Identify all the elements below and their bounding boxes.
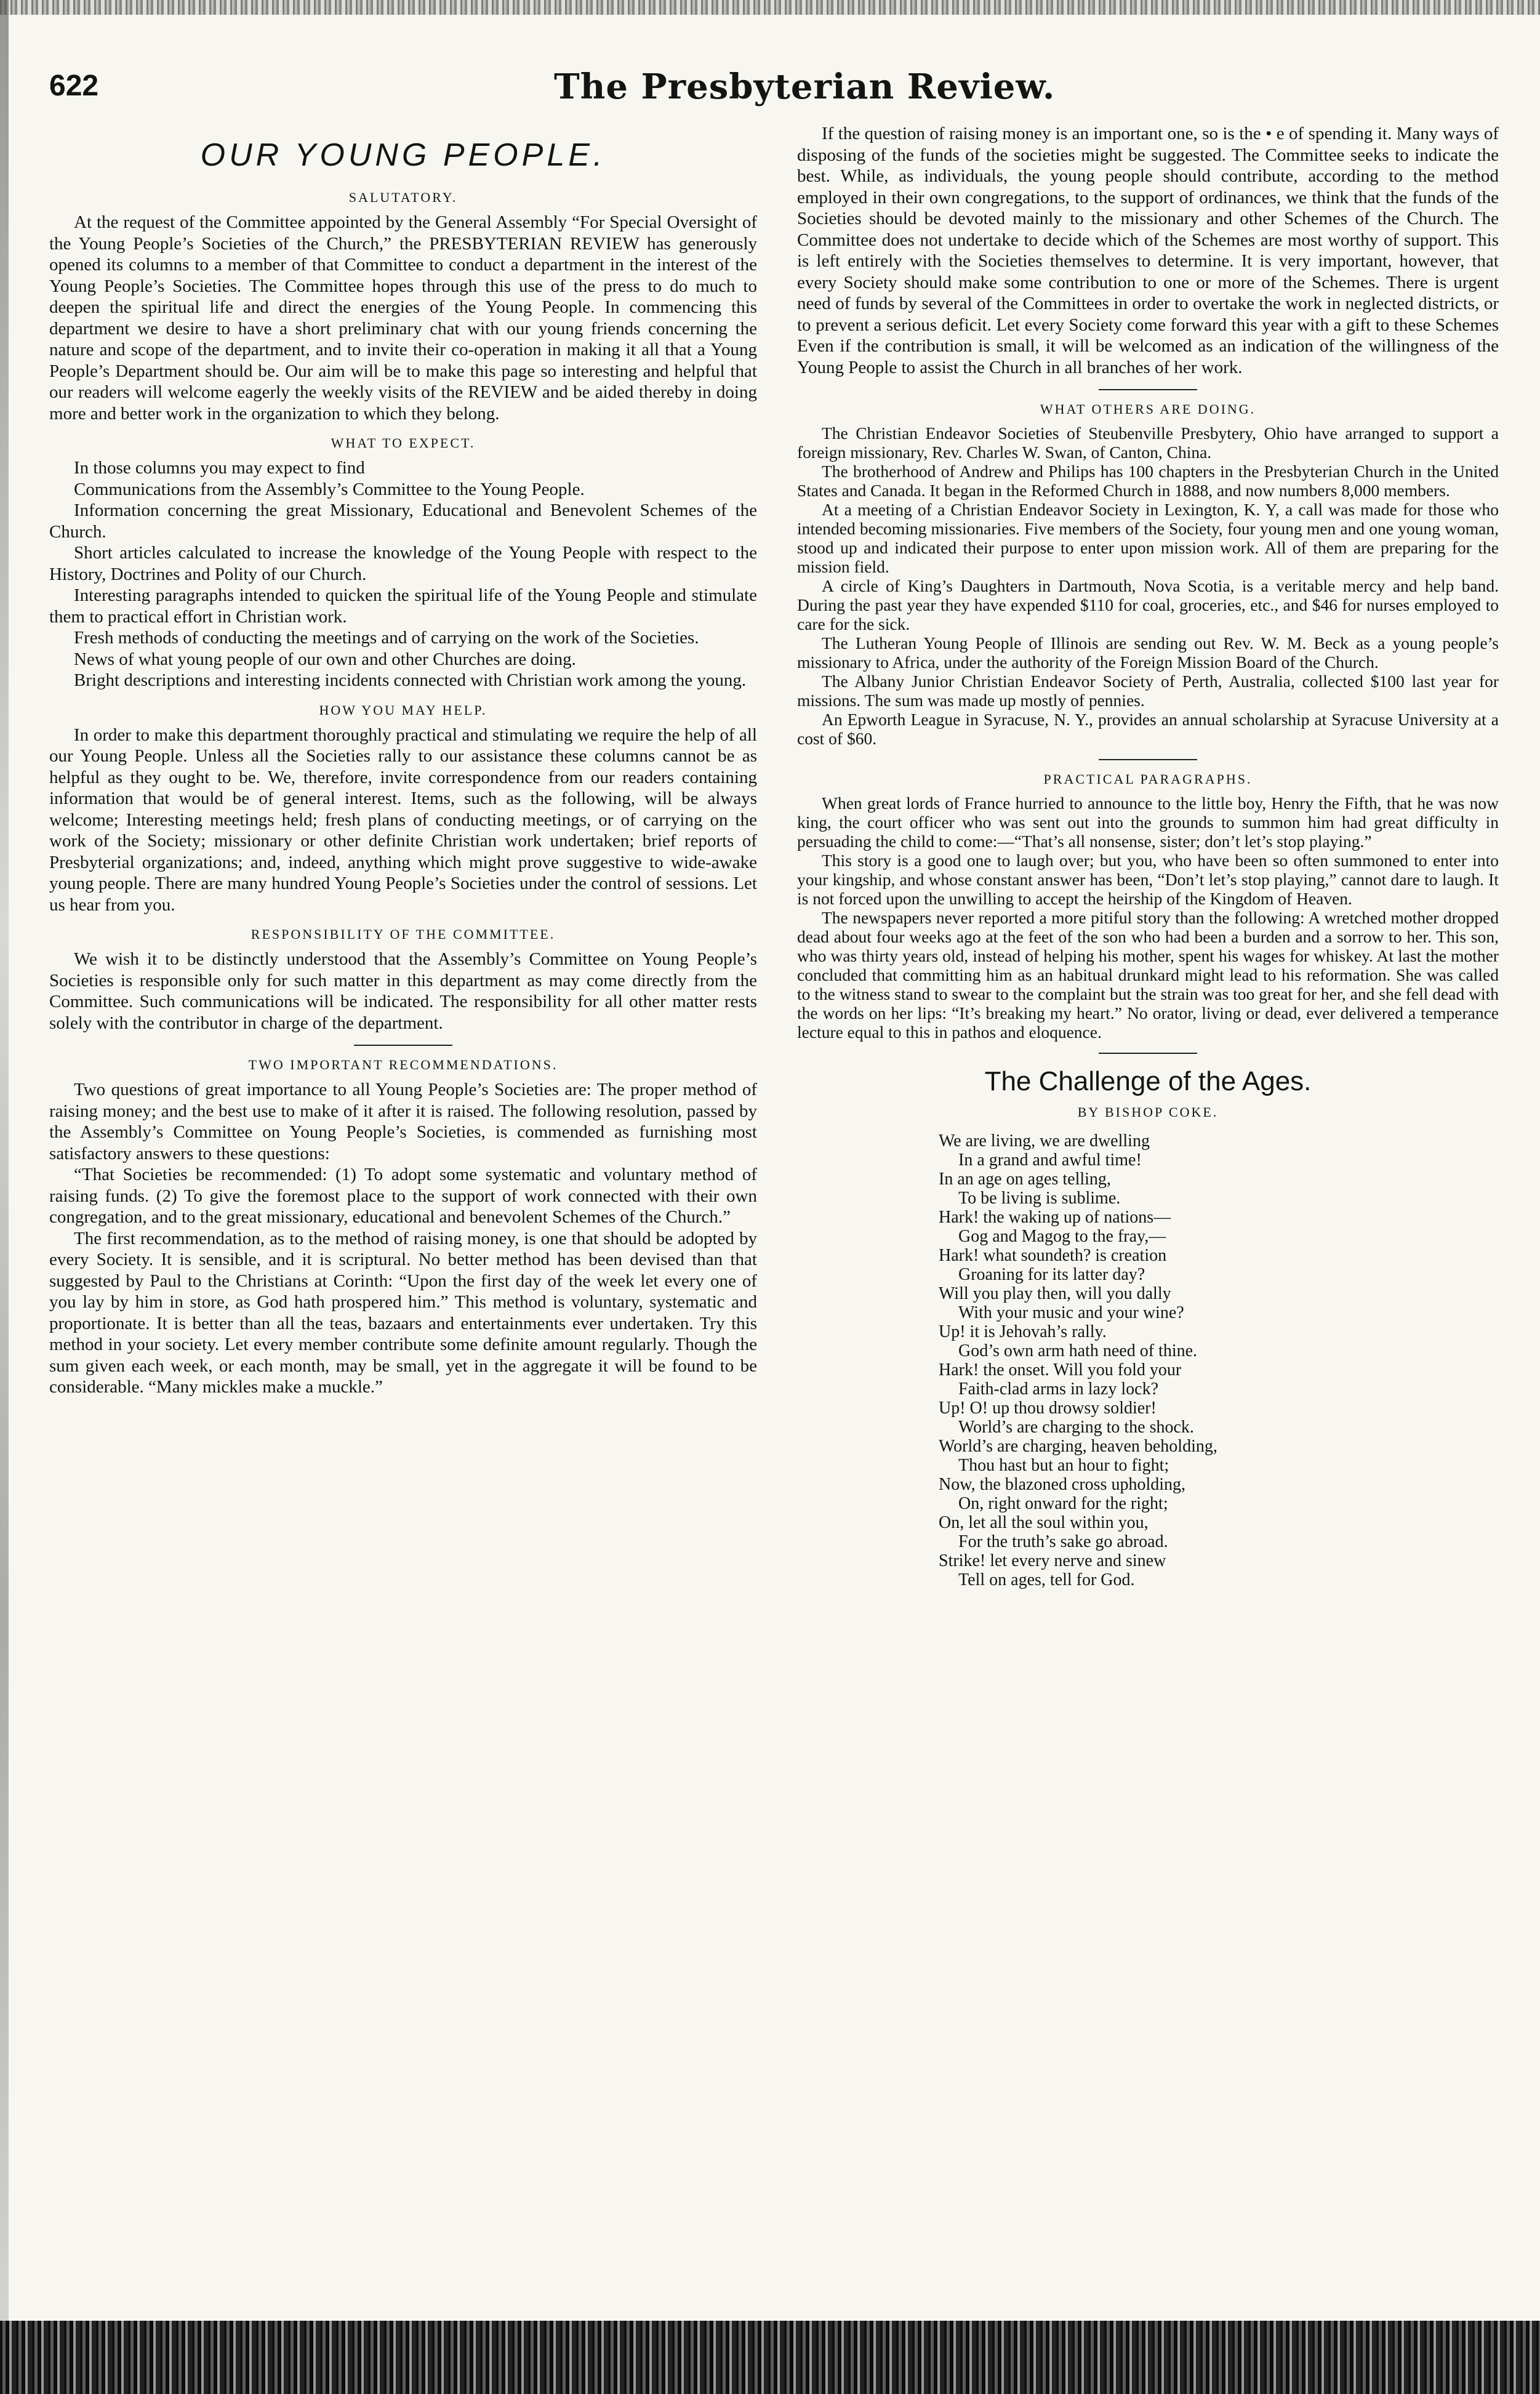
- paragraph: At a meeting of a Christian Endeavor Society in Lexington, K. Y, a call was made for those who intended becoming missionaries. Five members of the Society, four young men and one young woman, stood up and indicated their purpose to enter upon mission work. All of them are preparing for the mission field.: [797, 500, 1499, 576]
- section-body-what-others-are-doing: [797, 424, 1499, 748]
- paragraph: In order to make this department thoroughly practical and stimulating we require the help of all our Young People. Unless all the Societies rally to our assistance these columns cannot be as helpful as they ought to be. We, therefore, invite correspondence from our readers containing information that would be of general interest. Items, such as the following, will be always welcome; Interesting meetings held; fresh plans of conducting meetings, or of carrying on the work of the Society; missionary or other definite Christian work undertaken; brief reports of Presbyterial organizations; and, indeed, anything which might prove suggestive to wide-awake young people. There are many hundred Young People’s Societies under the control of sessions. Let us hear from you.: [49, 725, 757, 915]
- left-column: [49, 123, 757, 1398]
- paragraph: When great lords of France hurried to announce to the little boy, Henry the Fifth, that he was now king, the court officer who was sent out into the grounds to summon him had great difficulty in persuading the child to come:—“That’s all nonsense, sister; don’t let’s stop playing.”: [797, 793, 1499, 851]
- poem-line: On, right onward for the right;: [958, 1494, 1168, 1513]
- paragraph: The Lutheran Young People of Illinois are sending out Rev. W. M. Beck as a young people’s missionary to Africa, under the authority of the Foreign Mission Board of the Church.: [797, 633, 1499, 672]
- scan-edge-top: [0, 0, 1540, 15]
- poem: [939, 1131, 1499, 1589]
- poem-line: Up! it is Jehovah’s rally.: [939, 1322, 1107, 1341]
- paragraph: The first recommendation, as to the method of raising money, is one that should be adopted by every Society. It is sensible, and it is scriptural. No better method has been devised than that suggested by Paul to the Christians at Corinth: “Upon the first day of the week let every one of you lay by him in store, as God hath prospered him.” This method is voluntary, systematic and proportionate. It is better than all the teas, bazaars and entertainments ever undertaken. Try this method in your society. Let every member contribute some definite amount regularly. Though the sum given each week, or each month, may be small, yet in the aggregate it will be found to be considerable. “Many mickles make a muckle.”: [49, 1228, 757, 1397]
- section-heading-recommendations: TWO IMPORTANT RECOMMENDATIONS.: [248, 1057, 558, 1072]
- poem-line: Hark! the onset. Will you fold your: [939, 1360, 1182, 1380]
- paragraph: This story is a good one to laugh over; but you, who have been so often summoned to enter into your kingship, and whose constant answer has been, “Don’t let’s stop playing,” cannot dare to laugh. It is not forced upon the unwilling to accept the heirship of the Kingdom of Heaven.: [797, 851, 1499, 908]
- poem-line: To be living is sublime.: [958, 1189, 1121, 1208]
- poem-line: World’s are charging, heaven beholding,: [939, 1437, 1217, 1456]
- section-heading-what-to-expect: WHAT TO EXPECT.: [331, 435, 476, 451]
- scan-edge-bottom: [0, 2321, 1540, 2394]
- paragraph: “That Societies be recommended: (1) To adopt some systematic and voluntary method of raising funds. (2) To give the foremost place to the support of work connected with their own congregation, and to the great missionary, educational and benevolent Schemes of the Church.”: [49, 1165, 757, 1227]
- paragraph: In those columns you may expect to find: [74, 458, 365, 478]
- poem-line: Up! O! up thou drowsy soldier!: [939, 1399, 1157, 1418]
- paragraph: Information concerning the great Missionary, Educational and Benevolent Schemes of the Church.: [49, 500, 757, 542]
- poem-title: The Challenge of the Ages.: [984, 1066, 1312, 1096]
- paragraph: The newspapers never reported a more pitiful story than the following: A wretched mother dropped dead about four weeks ago at the feet of the son who had been a burden and a sorrow to her. This son, who was thirty years old, instead of helping his mother, spent his wages for whiskey. At last the mother concluded that committing him as an habitual drunkard might lead to his reformation. She was called to the witness stand to swear to the complaint but the strain was too great for her, and she fell dead with the words on her lips: “It’s breaking my heart.” No orator, living or dead, ever delivered a temperance lecture equal to this in pathos and eloquence.: [797, 908, 1499, 1042]
- poem-line: Now, the blazoned cross upholding,: [939, 1475, 1185, 1494]
- poem-line: Hark! the waking up of nations—: [939, 1208, 1171, 1227]
- poem-line: Faith-clad arms in lazy lock?: [958, 1380, 1158, 1399]
- poem-line: Gog and Magog to the fray,—: [958, 1227, 1166, 1246]
- poem-line: In an age on ages telling,: [939, 1170, 1111, 1189]
- poem-line: For the truth’s sake go abroad.: [958, 1532, 1168, 1551]
- section-body-responsibility: [49, 949, 757, 1034]
- section-body-what-to-expect: [49, 457, 757, 691]
- section-divider: [1099, 759, 1197, 760]
- section-heading-how-you-may-help: HOW YOU MAY HELP.: [319, 702, 487, 718]
- poem-line: We are living, we are dwelling: [939, 1131, 1150, 1151]
- paragraph: The Christian Endeavor Societies of Steubenville Presbytery, Ohio have arranged to support a foreign missionary, Rev. Charles W. Swan, of Canton, China.: [797, 424, 1499, 462]
- poem-line: On, let all the soul within you,: [939, 1513, 1149, 1532]
- paragraph: At the request of the Committee appointed by the General Assembly “For Special Oversight of the Young People’s Societies of the Church,” the PRESBYTERIAN REVIEW has generously opened its columns to a member of that Committee to conduct a department in the interest of the Young People’s Societies. The Committee hopes through this use of the press to do much to deepen the spiritual life and direct the energies of the Young People. In commencing this department we desire to have a short preliminary chat with our young friends concerning the nature and scope of the department, and to invite their co-operation in making it all that a Young People’s Department should be. Our aim will be to make this page so interesting and helpful that our readers will welcome eagerly the weekly visits of the REVIEW and be aided thereby in doing more and better work in the organization to which they belong.: [49, 212, 757, 424]
- section-divider: [354, 1045, 452, 1046]
- paragraph: A circle of King’s Daughters in Dartmouth, Nova Scotia, is a veritable mercy and help band. During the past year they have expended $110 for coal, groceries, etc., and $46 for nurses employed to care for the sick.: [797, 576, 1499, 633]
- poem-line: With your music and your wine?: [958, 1303, 1184, 1322]
- poem-line: In a grand and awful time!: [958, 1151, 1142, 1170]
- poem-line: Hark! what soundeth? is creation: [939, 1246, 1167, 1265]
- section-heading-responsibility: RESPONSIBILITY OF THE COMMITTEE.: [251, 926, 556, 942]
- page-number: 622: [49, 70, 99, 102]
- department-title: OUR YOUNG PEOPLE.: [200, 137, 606, 173]
- section-body-how-you-may-help: [49, 725, 757, 916]
- paragraph: Short articles calculated to increase the knowledge of the Young People with respect to the History, Doctrines and Polity of our Church.: [49, 543, 757, 584]
- paragraph: News of what young people of our own and other Churches are doing.: [74, 649, 576, 669]
- section-body-salutatory: [49, 212, 757, 424]
- paragraph: Interesting paragraphs intended to quicken the spiritual life of the Young People and stimulate them to practical effort in Christian work.: [49, 585, 757, 627]
- paragraph: The Albany Junior Christian Endeavor Society of Perth, Australia, collected $100 last year for missions. The sum was made up mostly of pennies.: [797, 672, 1499, 710]
- poem-line: Strike! let every nerve and sinew: [939, 1551, 1166, 1570]
- paragraph: We wish it to be distinctly understood that the Assembly’s Committee on Young People’s Societies is responsible only for such matter in this department as may come directly from the Committee. Such communications will be indicated. The responsibility for all other matter rests solely with the contributor in charge of the department.: [49, 949, 757, 1033]
- paragraph: If the question of raising money is an important one, so is the • e of spending it. Many ways of disposing of the funds of the societies might be suggested. The Committee seeks to indicate the best. While, as individuals, the young people should contribute, according to the method employed in their own congregations, to the support of ordinances, we think that the funds of the Societies should be devoted mainly to the missionary and other Schemes of the Church. The Committee does not undertake to decide which of the Schemes are most worthy of support. This is left entirely with the Societies themselves to determine. It is very important, however, that every Society should make some contribution to one or more of the Schemes. There is urgent need of funds by several of the Committees in order to overtake the work in neglected districts, or to prevent a serious deficit. Let every Society come forward this year with a gift to these Schemes Even if the contribution is small, it will be welcomed as an indication of the willingness of the Young People to assist the Church in all branches of her work.: [797, 124, 1499, 377]
- scan-edge-left: [0, 0, 9, 2321]
- poem-line: Tell on ages, tell for God.: [958, 1570, 1135, 1589]
- poem-line: Thou hast but an hour to fight;: [958, 1456, 1169, 1475]
- section-divider: [1099, 1053, 1197, 1054]
- right-column: [797, 123, 1499, 1589]
- section-heading-salutatory: SALUTATORY.: [348, 190, 458, 205]
- section-body-spending: [797, 123, 1499, 378]
- section-body-recommendations: [49, 1079, 757, 1398]
- section-divider: [1099, 389, 1197, 390]
- paragraph: Communications from the Assembly’s Committee to the Young People.: [74, 479, 585, 499]
- section-body-practical-paragraphs: [797, 793, 1499, 1042]
- poem-line: Groaning for its latter day?: [958, 1265, 1145, 1284]
- running-head: The Presbyterian Review.: [554, 66, 1056, 107]
- section-heading-practical-paragraphs: PRACTICAL PARAGRAPHS.: [1043, 771, 1253, 787]
- section-heading-what-others-are-doing: WHAT OTHERS ARE DOING.: [1040, 401, 1256, 417]
- poem-line: Will you play then, will you dally: [939, 1284, 1171, 1303]
- poem-line: World’s are charging to the shock.: [958, 1418, 1194, 1437]
- paragraph: Two questions of great importance to all Young People’s Societies are: The proper method of raising money; and the best use to make of it after it is raised. The following resolution, passed by the Assembly’s Committee on Young People’s Societies, is commended as furnishing most satisfactory answers to these questions:: [49, 1080, 757, 1163]
- paragraph: An Epworth League in Syracuse, N. Y., provides an annual scholarship at Syracuse University at a cost of $60.: [797, 710, 1499, 748]
- poem-byline: BY BISHOP COKE.: [1077, 1104, 1219, 1120]
- poem-line: God’s own arm hath need of thine.: [958, 1341, 1198, 1360]
- paragraph: Fresh methods of conducting the meetings and of carrying on the work of the Societies.: [74, 628, 699, 648]
- paragraph: Bright descriptions and interesting incidents connected with Christian work among the young.: [74, 670, 747, 690]
- paragraph: The brotherhood of Andrew and Philips has 100 chapters in the Presbyterian Church in the United States and Canada. It began in the Reformed Church in 1888, and now numbers 8,000 members.: [797, 462, 1499, 500]
